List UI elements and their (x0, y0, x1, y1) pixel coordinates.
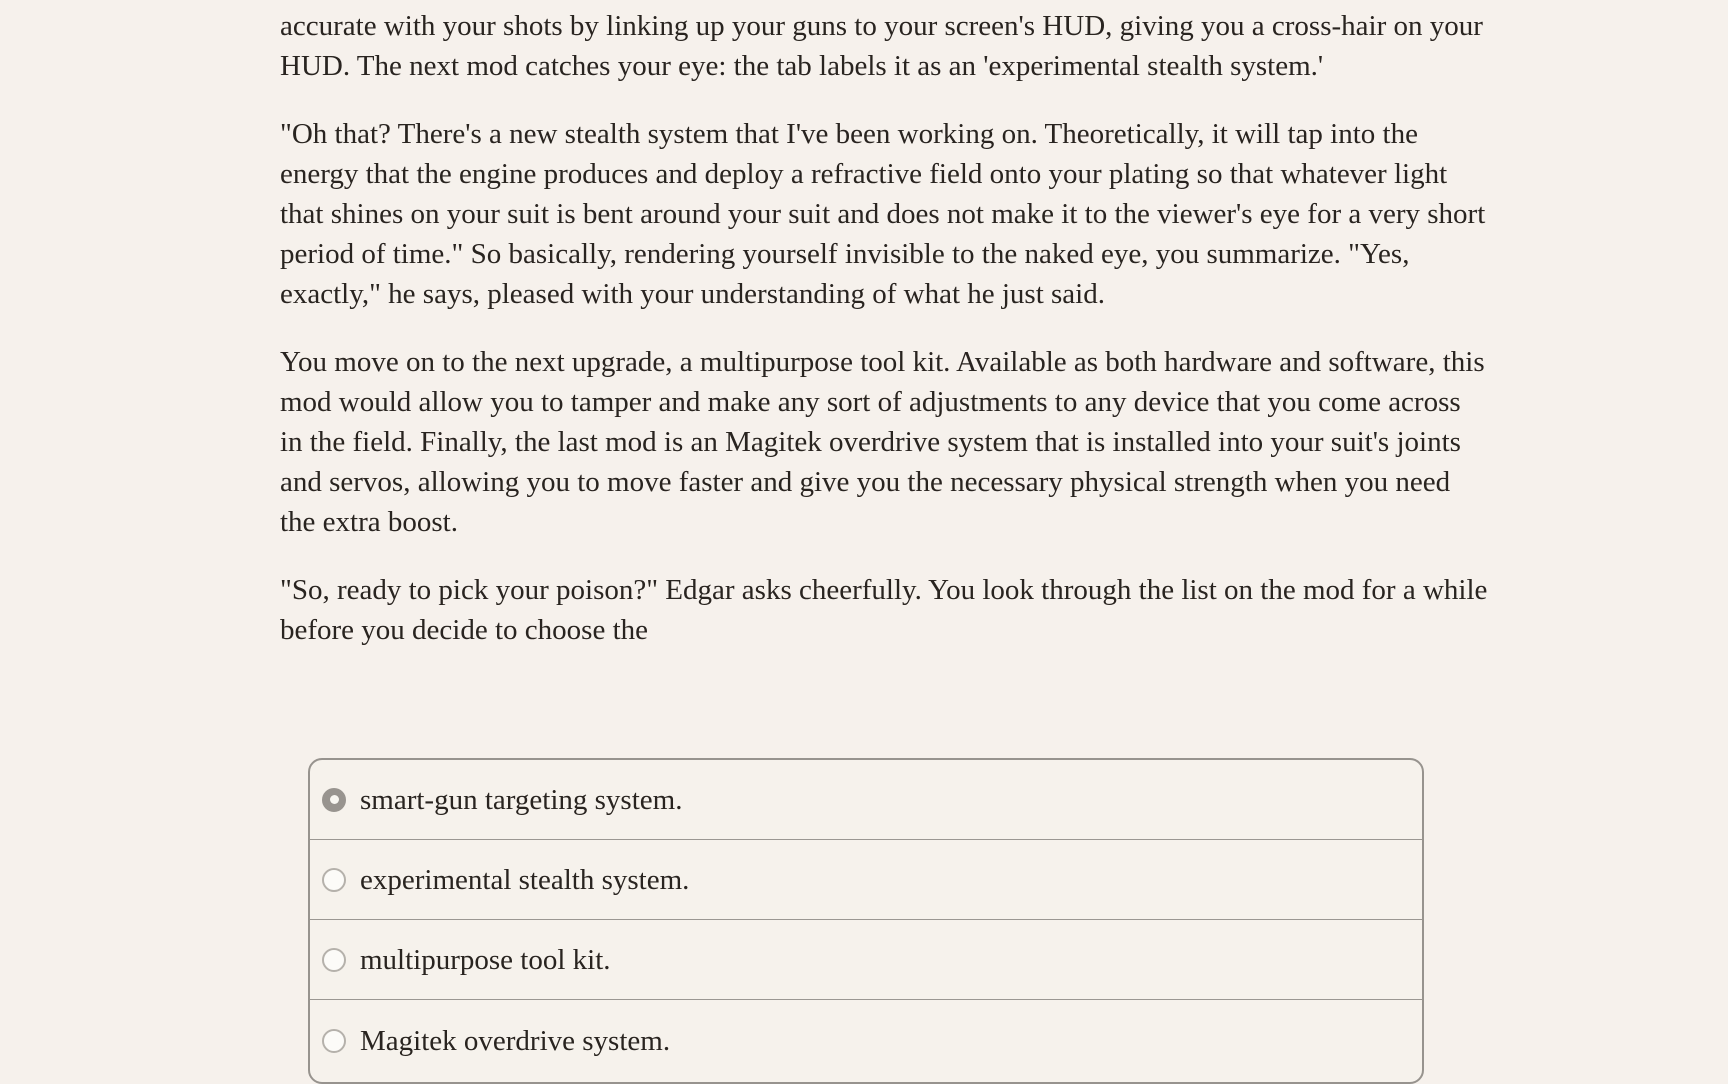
choice-label[interactable]: Magitek overdrive system. (360, 1025, 671, 1057)
choice-row-tool-kit[interactable] (310, 920, 1422, 1000)
choice-row-smart-gun[interactable] (310, 760, 1422, 840)
choice-row-magitek-overdrive[interactable] (310, 1000, 1422, 1082)
radio-unselected-icon[interactable] (322, 1029, 346, 1053)
story-paragraph: You move on to the next upgrade, a multipurpose tool kit. Available as both hardware and software, this mod would allow you to tamper and make any sort of adjustments to any device that you come across in the field. Finally, the last mod is an Magitek overdrive system that is installed into your suit's joints and servos, allowing you to move faster and give you the necessary physical strength when you need the extra boost. (280, 346, 1485, 538)
choice-label[interactable]: multipurpose tool kit. (360, 943, 611, 976)
choice-row-stealth-system[interactable] (310, 840, 1422, 920)
story-paragraph: accurate with your shots by linking up your guns to your screen's HUD, giving you a cross-hair on your HUD. The next mod catches your eye: the tab labels it as an 'experimental stealth system.' (280, 10, 1483, 82)
radio-selected-icon[interactable] (322, 788, 346, 812)
radio-unselected-icon[interactable] (322, 948, 346, 972)
story-paragraph: "So, ready to pick your poison?" Edgar asks cheerfully. You look through the list on the mod for a while before you decide to choose the (280, 574, 1488, 646)
story-paragraph: "Oh that? There's a new stealth system that I've been working on. Theoretically, it will tap into the energy that the engine produces and deploy a refractive field onto your plating so that whatever light that shines on your suit is bent around your suit and does not make it to the viewer's eye for a very short period of time." So basically, rendering yourself invisible to the naked eye, you summarize. "Yes, exactly," he says, pleased with your understanding of what he just said. (280, 118, 1486, 310)
choice-label[interactable]: experimental stealth system. (360, 863, 690, 896)
choices-list (308, 758, 1424, 1084)
radio-unselected-icon[interactable] (322, 868, 346, 892)
story-text (280, 6, 1488, 678)
choice-label[interactable]: smart-gun targeting system. (360, 783, 683, 816)
